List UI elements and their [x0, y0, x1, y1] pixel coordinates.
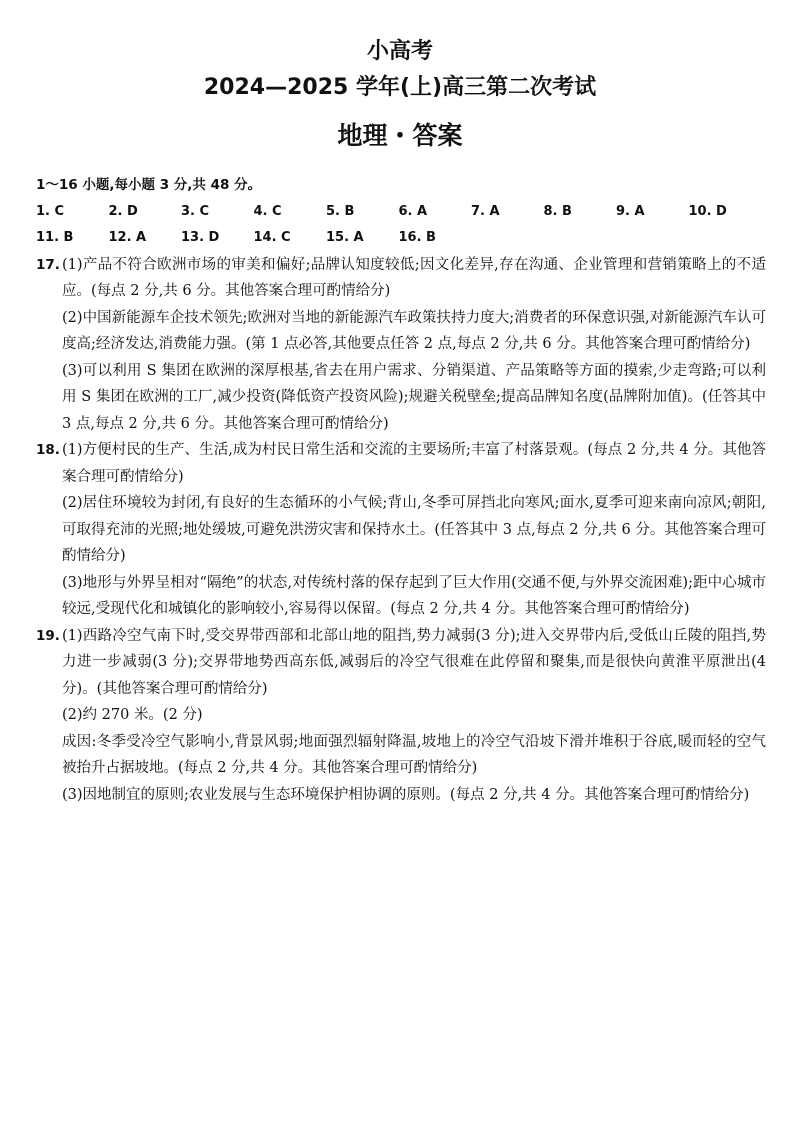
- mc-answer: 12. A: [108, 230, 147, 245]
- q18-part-1: (1)方便村民的生产、生活,成为村民日常生活和交流的主要场所;丰富了村落景观。(每点 2 分,共 4 分。其他答案合理可酌情给分): [62, 442, 766, 485]
- question-number: 18.: [36, 442, 60, 458]
- q19-part-3: (3)因地制宜的原则;农业发展与生态环境保护相协调的原则。(每点 2 分,共 4 分。其他答案合理可酌情给分): [62, 786, 750, 803]
- mc-answer: 13. D: [181, 230, 220, 245]
- mc-answers-row-1: [36, 199, 766, 226]
- q19-part-2: (2)约 270 米。(2 分): [62, 707, 203, 723]
- q17-part-1: (1)产品不符合欧洲市场的审美和偏好;品牌认知度较低;因文化差异,存在沟通、企业管理和营销策略上的不适应。(每点 2 分,共 6 分。其他答案合理可酌情给分): [62, 256, 766, 299]
- mc-note: 1～16 小题,每小题 3 分,共 48 分。: [36, 177, 262, 193]
- mc-answers-row-2: [36, 225, 766, 252]
- mc-answer: 6. A: [398, 203, 428, 219]
- answer-body: [36, 172, 766, 808]
- q17-part-2: (2)中国新能源车企技术领先;欧洲对当地的新能源汽车政策扶持力度大;消费者的环保意识强,对新能源汽车认可度高;经济发达,消费能力强。(第 1 点必答,其他要点任答 2 点,每点 2 分,共 6 分。其他答案合理可酌情给分): [62, 309, 766, 352]
- q17-part-3: (3)可以利用 S 集团在欧洲的深厚根基,省去在用户需求、分销渠道、产品策略等方面的摸索,少走弯路;可以利用 S 集团在欧洲的工厂,减少投资(降低资产投资风险);规避关税壁垒;提高品牌知名度(品牌附加值)。(任答其中 3 点,每点 2 分,共 6 分。其他答案合理可酌情给分): [62, 362, 766, 432]
- mc-answer: 5. B: [326, 203, 355, 219]
- question-19: [36, 623, 766, 703]
- mc-answer: 3. C: [181, 203, 210, 219]
- subject-title: 地理・答案: [337, 121, 463, 150]
- mc-answer: 9. A: [616, 203, 645, 219]
- question-number: 17.: [36, 256, 60, 273]
- mc-answer: 7. A: [471, 203, 500, 219]
- mc-answer: 2. D: [108, 203, 138, 219]
- school-title: 小高考: [366, 39, 433, 64]
- mc-answer: 1. C: [36, 203, 65, 219]
- exam-title: 2024—2025 学年(上)高三第二次考试: [203, 75, 597, 100]
- question-number: 19.: [36, 627, 60, 644]
- mc-answer: 10. D: [688, 203, 727, 219]
- q19-part-1: (1)西路冷空气南下时,受交界带西部和北部山地的阻挡,势力减弱(3 分);进入交界带内后,受低山丘陵的阻挡,势力进一步减弱(3 分);交界带地势西高东低,减弱后的冷空气很难在此停留和聚集,而是很快向黄淮平原泄出(4 分)。(其他答案合理可酌情给分): [62, 627, 766, 697]
- mc-answer: 15. A: [326, 230, 364, 245]
- q18-part-3: (3)地形与外界呈相对“隔绝”的状态,对传统村落的保存起到了巨大作用(交通不便,与外界交流困难);距中心城市较远,受现代化和城镇化的影响较小,容易得以保留。(每点 2 分,共 4 分。其他答案合理可酌情给分): [62, 574, 766, 617]
- q18-part-2: (2)居住环境较为封闭,有良好的生态循环的小气候;背山,冬季可屏挡北向寒风;面水,夏季可迎来南向凉风;朝阳,可取得充沛的光照;地处缓坡,可避免洪涝灾害和保持水土。(任答其中 3 点,每点 2 分,共 6 分。其他答案合理可酌情给分): [62, 495, 766, 564]
- mc-answer: 4. C: [253, 203, 282, 219]
- question-18: [36, 437, 766, 490]
- question-17: [36, 252, 766, 305]
- mc-answer: 16. B: [398, 230, 436, 245]
- mc-answer: 8. B: [543, 203, 572, 219]
- mc-answer: 11. B: [36, 230, 74, 245]
- mc-answer: 14. C: [253, 230, 291, 245]
- q19-part-2-reason: 成因:冬季受冷空气影响小,背景风弱;地面强烈辐射降温,坡地上的冷空气沿坡下滑并堆积于谷底,暖而轻的空气被抬升占据坡地。(每点 2 分,共 4 分。其他答案合理可酌情给分): [62, 733, 766, 776]
